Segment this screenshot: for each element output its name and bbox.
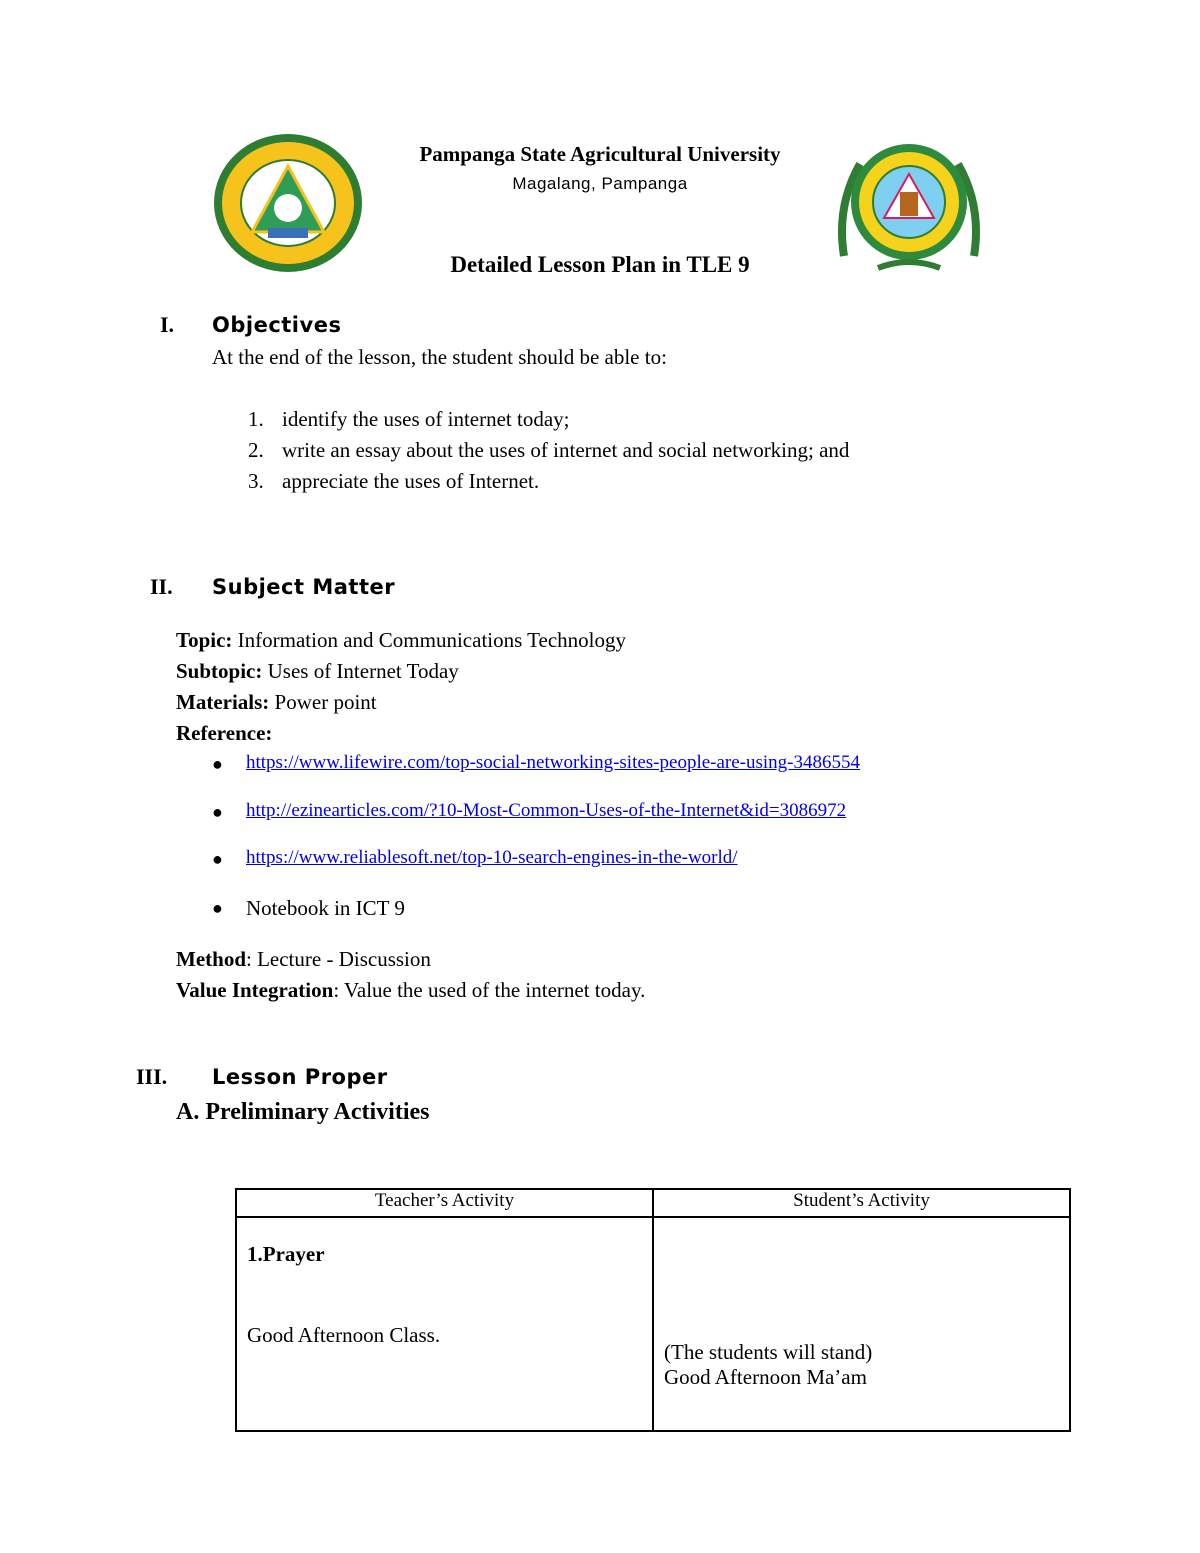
reference-link[interactable]: https://www.lifewire.com/top-social-networking-sites-people-are-using-3486554 (246, 752, 861, 773)
activity-heading: 1.Prayer (247, 1242, 325, 1266)
value-integration-line (176, 978, 645, 1003)
objective-number: 3. (248, 469, 264, 493)
topic-value: Information and Communications Technology (232, 628, 626, 652)
materials-value: Power point (269, 690, 377, 714)
student-activity-cell (653, 1217, 1070, 1431)
subtopic-label: Subtopic: (176, 659, 263, 683)
section-number-objectives: I. (160, 312, 175, 337)
bullet-icon: ● (212, 802, 223, 822)
university-location: Magalang, Pampanga (512, 174, 688, 193)
student-action: (The students will stand) (664, 1340, 873, 1364)
bullet-icon: ● (212, 898, 223, 918)
value-integration-label: Value Integration (176, 978, 334, 1002)
materials-label: Materials: (176, 690, 270, 714)
section-number-subject-matter: II. (150, 574, 173, 599)
bullet-icon: ● (212, 849, 223, 869)
objective-item: appreciate the uses of Internet. (282, 469, 540, 493)
reference-link[interactable]: https://www.reliablesoft.net/top-10-search-engines-in-the-world/ (246, 847, 738, 868)
topic-line (176, 628, 626, 653)
topic-label: Topic: (176, 628, 233, 652)
method-line (176, 947, 431, 972)
section-number-lesson-proper: III. (136, 1064, 168, 1089)
objectives-intro: At the end of the lesson, the student should be able to: (212, 345, 667, 369)
preliminary-activities-heading: A. Preliminary Activities (176, 1099, 430, 1125)
objective-item: identify the uses of internet today; (282, 407, 570, 431)
materials-line (176, 690, 377, 715)
table-header-student: Student’s Activity (653, 1189, 1070, 1217)
table-header-teacher: Teacher’s Activity (236, 1189, 653, 1217)
bullet-icon: ● (212, 754, 223, 774)
subtopic-value: Uses of Internet Today (262, 659, 459, 683)
section-title-subject-matter: Subject Matter (212, 575, 396, 599)
reference-link[interactable]: http://ezinearticles.com/?10-Most-Common-Uses-of-the-Internet&id=3086972 (246, 800, 847, 821)
method-label: Method (176, 947, 246, 971)
subtopic-line (176, 659, 459, 684)
section-title-objectives: Objectives (212, 313, 342, 337)
activity-table (235, 1188, 1071, 1432)
student-greeting: Good Afternoon Ma’am (664, 1365, 867, 1389)
table-row (236, 1217, 1070, 1431)
reference-item: Notebook in ICT 9 (246, 896, 405, 920)
teacher-activity-cell (236, 1217, 653, 1431)
teacher-greeting: Good Afternoon Class. (247, 1323, 441, 1347)
objective-number: 1. (248, 407, 264, 431)
objective-item: write an essay about the uses of internet and social networking; and (282, 438, 850, 462)
objective-number: 2. (248, 438, 264, 462)
value-integration-value: : Value the used of the internet today. (333, 978, 646, 1002)
method-value: : Lecture - Discussion (246, 947, 431, 971)
university-name: Pampanga State Agricultural University (419, 142, 781, 166)
section-title-lesson-proper: Lesson Proper (212, 1065, 388, 1089)
document-title: Detailed Lesson Plan in TLE 9 (450, 252, 750, 277)
reference-label: Reference: (176, 721, 273, 745)
